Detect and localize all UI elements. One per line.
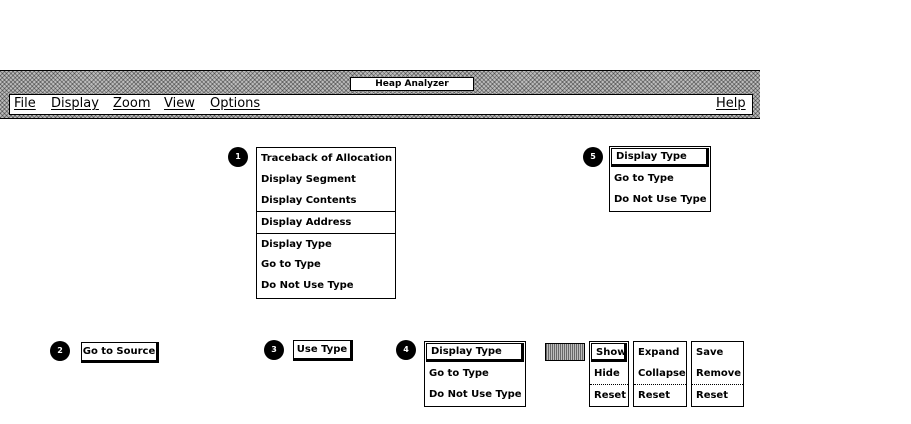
expand-button[interactable]: Expand [638,347,680,358]
menu-display[interactable]: Display [51,96,99,111]
show-button[interactable]: Show [591,343,627,362]
callout-1: 1 [228,147,248,167]
menu-item-display-type[interactable]: Display Type [611,148,709,167]
menu-item-display-address[interactable]: Display Address [257,211,395,233]
popup-menu-4 [424,341,526,407]
use-type-button[interactable]: Use Type [293,340,353,361]
callout-2: 2 [50,341,70,361]
callout-5: 5 [583,147,603,167]
menu-item-display-type[interactable]: Display Type [426,343,524,362]
save-button[interactable]: Save [696,347,724,358]
menu-zoom[interactable]: Zoom [113,96,151,111]
collapse-button[interactable]: Collapse [638,368,686,379]
menu-item-do-not-use-type[interactable]: Do Not Use Type [429,389,522,400]
menu-item-traceback-of-allocation[interactable]: Traceback of Allocation [261,153,393,164]
reset-button[interactable]: Reset [692,384,743,405]
menu-item-go-to-type[interactable]: Go to Type [429,368,489,379]
menu-options[interactable]: Options [210,96,261,111]
menu-file[interactable]: File [14,96,36,111]
button-column-expand-collapse [633,341,687,407]
button-column-show-hide [589,341,629,407]
menu-item-display-contents[interactable]: Display Contents [261,195,357,206]
callout-4: 4 [396,340,416,360]
menu-item-do-not-use-type[interactable]: Do Not Use Type [614,194,707,205]
go-to-source-button[interactable]: Go to Source [81,342,159,363]
menu-item-go-to-type[interactable]: Go to Type [261,259,321,270]
menu-item-go-to-type[interactable]: Go to Type [614,173,674,184]
menu-item-display-segment[interactable]: Display Segment [261,174,356,185]
popup-menu-1 [256,147,396,299]
menu-item-do-not-use-type[interactable]: Do Not Use Type [261,280,354,291]
popup-menu-5 [609,146,711,212]
menu-bar-inner [9,94,753,115]
hide-button[interactable]: Hide [594,368,620,379]
window-title: Heap Analyzer [350,77,474,91]
window-title-bar[interactable] [0,70,760,93]
menu-view[interactable]: View [164,96,195,111]
callout-3: 3 [264,340,284,360]
button-column-save-remove [691,341,744,407]
menu-item-display-type[interactable]: Display Type [257,233,395,254]
hatched-button[interactable] [545,343,585,361]
remove-button[interactable]: Remove [696,368,742,379]
menu-bar [0,92,760,119]
reset-button[interactable]: Reset [590,384,628,405]
menu-help[interactable]: Help [716,96,746,111]
reset-button[interactable]: Reset [634,384,686,405]
